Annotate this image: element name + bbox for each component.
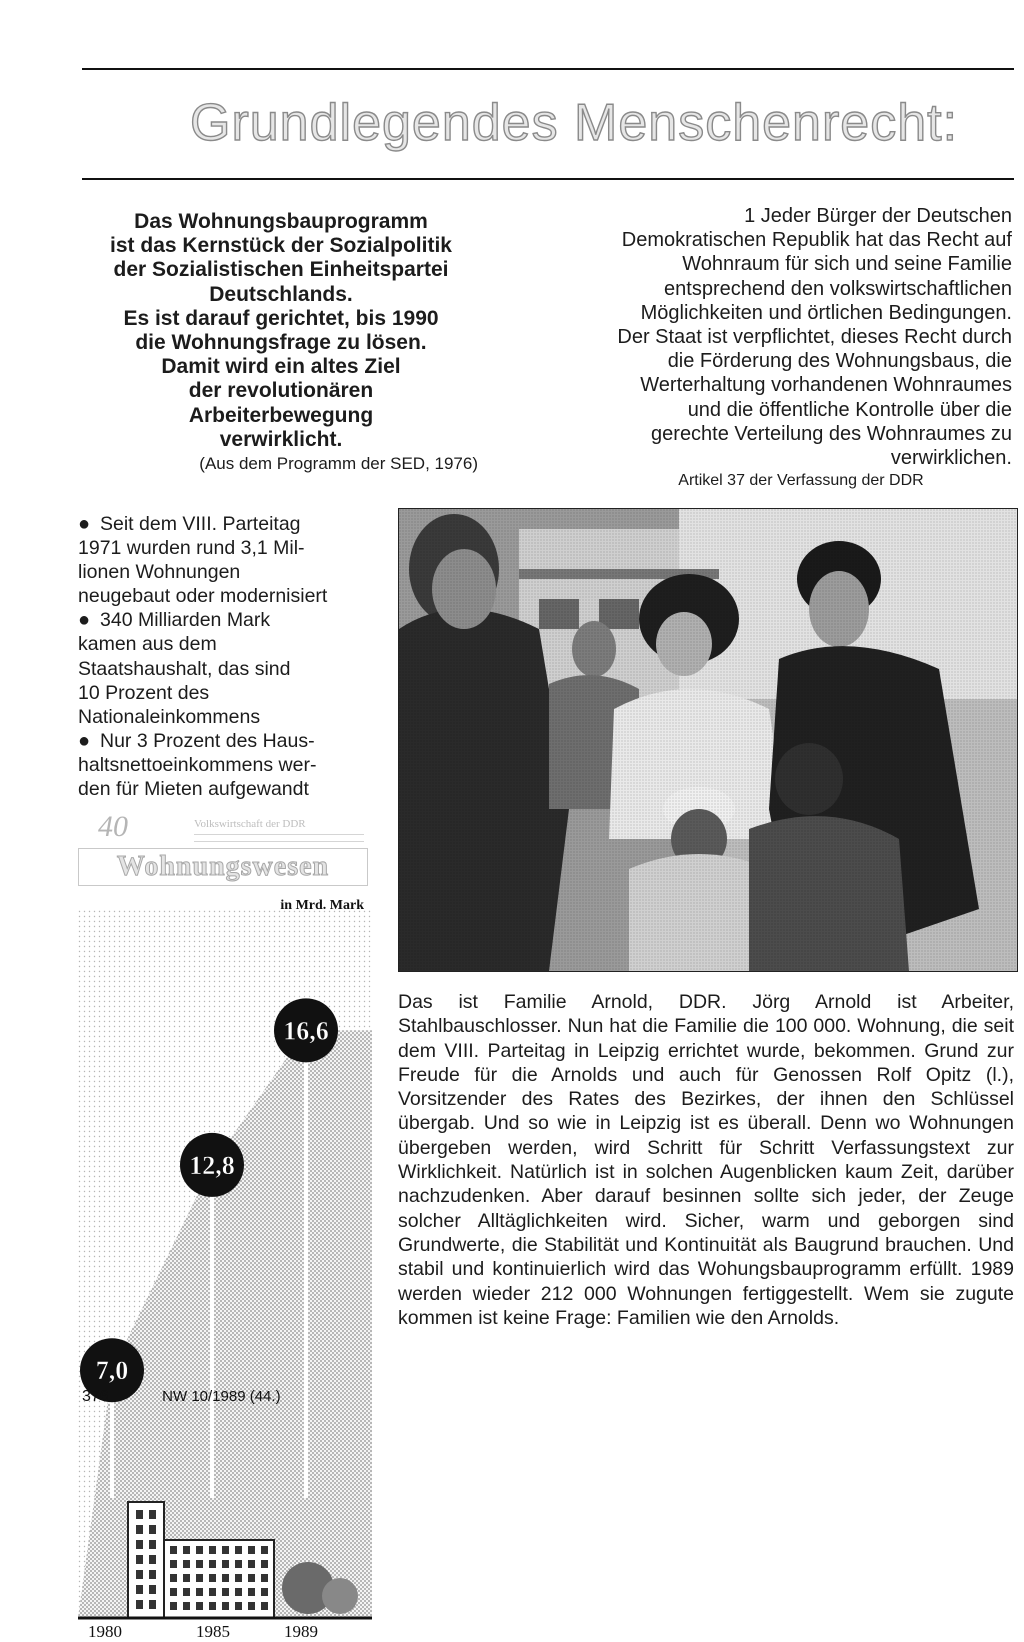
article-line: Demokratischen Republik hat das Recht auf <box>621 229 1012 252</box>
building-window <box>209 1602 216 1610</box>
quote-line: Deutschlands. <box>209 282 353 306</box>
fact-item: ● Nur 3 Prozent des Haus- haltsnettoeinkommens wer- den für Mieten aufgewandt <box>78 729 317 801</box>
article-line: 1 Jeder Bürger der Deutschen <box>744 205 1012 227</box>
sed-program-quote <box>80 210 482 476</box>
building-window <box>261 1574 268 1582</box>
bullet-icon: ● <box>78 729 91 752</box>
building-window <box>136 1540 143 1549</box>
article-line: die Förderung des Wohnungsbaus, die <box>667 350 1012 373</box>
chart-title: Wohnungswesen <box>78 848 368 886</box>
quote-line: der revolutionären <box>188 379 374 403</box>
building-window <box>196 1588 203 1596</box>
quote-source: (Aus dem Programm der SED, 1976) <box>199 454 478 474</box>
building-window <box>261 1602 268 1610</box>
building-window <box>248 1574 255 1582</box>
building-window <box>222 1588 229 1596</box>
headline: Grundlegendes Menschenrecht: <box>190 94 959 152</box>
building-window <box>196 1602 203 1610</box>
bullet-icon: ● <box>78 609 91 632</box>
chart-header <box>76 810 372 890</box>
year-label: 1989 <box>284 1622 318 1641</box>
article-line: Möglichkeiten und örtlichen Bedingungen. <box>640 301 1012 324</box>
building-window <box>261 1546 268 1554</box>
building-window <box>149 1570 156 1579</box>
article-line: gerechte Verteilung des Wohnraumes zu <box>651 422 1012 445</box>
article-source: Artikel 37 der Verfassung der DDR <box>678 472 924 490</box>
series-subline <box>194 834 364 842</box>
building-window <box>170 1546 177 1554</box>
series-line: Volkswirtschaft der DDR <box>194 818 306 830</box>
value-label: 16,6 <box>283 1016 329 1046</box>
quote-line: verwirklicht. <box>219 427 343 451</box>
building-window <box>222 1546 229 1554</box>
issue-reference: NW 10/1989 (44.) <box>162 1388 281 1405</box>
bullet-icon: ● <box>78 513 91 535</box>
building-block <box>164 1540 274 1618</box>
quote-line: Es ist darauf gerichtet, bis 1990 <box>123 306 439 330</box>
value-label: 7,0 <box>95 1356 129 1386</box>
building-window <box>170 1574 177 1582</box>
building-window <box>149 1540 156 1549</box>
article-line: verwirklichen. <box>890 447 1012 470</box>
chart-unit-label: in Mrd. Mark <box>280 898 364 913</box>
building-window <box>209 1546 216 1554</box>
building-window <box>235 1560 242 1568</box>
building-window <box>183 1560 190 1568</box>
article-line: entsprechend den volkswirtschaftlichen <box>664 277 1012 300</box>
chart-svg <box>78 890 372 1626</box>
building-window <box>136 1510 143 1519</box>
fact-item: ● 340 Milliarden Mark kamen aus dem Staatshaushalt, das sind 10 Prozent des Nationaleinkommens <box>78 609 291 728</box>
quote-line: die Wohnungsfrage zu lösen. <box>135 331 427 355</box>
page-footer <box>82 1388 281 1406</box>
building-window <box>209 1574 216 1582</box>
chart-plot-area <box>78 910 372 1618</box>
article-body: Das ist Familie Arnold, DDR. Jörg Arnold ist Arbeiter, Stahlbauschlosser. Nun hat die Familie die 100 000. Wohnung, die seit dem VIII. Parteitag in Leipzig errichtet wurde, bekommen. Grund zur Freude für die Arnolds und auch für Genossen Rolf Opitz (l.), Vorsitzender des Rates des Bezirkes, der ihnen den Schlüssel übergab. Und so wie in Leipzig ist es überall. Denn wo Wohnungen übergeben werden, wird Schritt für Schritt Verfassungstext zur Wirklichkeit. Natürlich ist in solchen Augenblicken kaum Zeit, darüber nachzudenken. Aber darauf besinnen sollte sich jeder, der Zeuge solcher Alltäglichkeiten wird. Sicher, warm und geborgen sind Grundwerte, die Stabilität und Kontinuität als Baugrund brauchen. Und stabil und kontinuierlich wird das Wohungsbauprogramm erfüllt. 1989 werden wieder 212 000 Wohnungen fertiggestellt. Wem sie zugute kommen ist keine Frage: Familien wie den Arnolds. <box>398 991 1014 1329</box>
fact-item: ● Seit dem VIII. Parteitag 1971 wurden rund 3,1 Mil- lionen Wohnungen neugebaut oder modernisiert <box>78 513 328 608</box>
year-label: 1980 <box>88 1622 122 1641</box>
building-window <box>248 1560 255 1568</box>
building-window <box>136 1555 143 1564</box>
building-window <box>261 1588 268 1596</box>
building-window <box>149 1555 156 1564</box>
ddr-40-logo: 40 <box>98 810 128 843</box>
building-window <box>222 1560 229 1568</box>
building-window <box>209 1588 216 1596</box>
building-window <box>149 1525 156 1534</box>
investment-chart <box>78 890 372 1641</box>
building-window <box>235 1602 242 1610</box>
building-tower <box>128 1502 164 1618</box>
quote-line: ist das Kernstück der Sozialpolitik <box>110 234 452 258</box>
building-window <box>149 1585 156 1594</box>
building-window <box>235 1574 242 1582</box>
article-line: Wohnraum für sich und seine Familie <box>682 253 1012 276</box>
building-window <box>235 1546 242 1554</box>
building-window <box>183 1588 190 1596</box>
building-window <box>183 1546 190 1554</box>
building-window <box>196 1574 203 1582</box>
article-line: und die öffentliche Kontrolle über die <box>687 398 1012 421</box>
top-rule <box>82 68 1014 70</box>
building-window <box>136 1525 143 1534</box>
building-window <box>248 1546 255 1554</box>
building-window <box>170 1602 177 1610</box>
tree <box>322 1578 358 1614</box>
building-window <box>235 1588 242 1596</box>
page-number: 376 <box>82 1388 109 1405</box>
year-label: 1985 <box>196 1622 230 1641</box>
headline-bottom-rule <box>82 178 1014 180</box>
family-arnold-photo <box>398 508 1018 972</box>
building-window <box>248 1588 255 1596</box>
quote-line: Das Wohnungsbauprogramm <box>134 210 428 233</box>
building-window <box>149 1600 156 1609</box>
building-window <box>209 1560 216 1568</box>
quote-line: Arbeiterbewegung <box>188 403 374 427</box>
article-line: Der Staat ist verpflichtet, dieses Recht durch <box>617 326 1012 349</box>
building-window <box>149 1510 156 1519</box>
fact-list <box>78 512 378 801</box>
building-window <box>183 1602 190 1610</box>
article-line: Werterhaltung vorhandenen Wohnraumes <box>640 374 1012 397</box>
quote-line: der Sozialistischen Einheitspartei <box>113 258 449 282</box>
building-window <box>183 1574 190 1582</box>
photo-illustration <box>399 509 1017 971</box>
building-window <box>136 1585 143 1594</box>
building-window <box>136 1570 143 1579</box>
building-window <box>222 1574 229 1582</box>
building-window <box>196 1546 203 1554</box>
constitution-article <box>560 204 1012 492</box>
building-window <box>170 1560 177 1568</box>
building-window <box>248 1602 255 1610</box>
building-window <box>261 1560 268 1568</box>
quote-line: Damit wird ein altes Ziel <box>161 355 401 379</box>
value-label: 12,8 <box>189 1150 235 1180</box>
building-window <box>170 1588 177 1596</box>
building-window <box>136 1600 143 1609</box>
building-window <box>222 1602 229 1610</box>
building-window <box>196 1560 203 1568</box>
